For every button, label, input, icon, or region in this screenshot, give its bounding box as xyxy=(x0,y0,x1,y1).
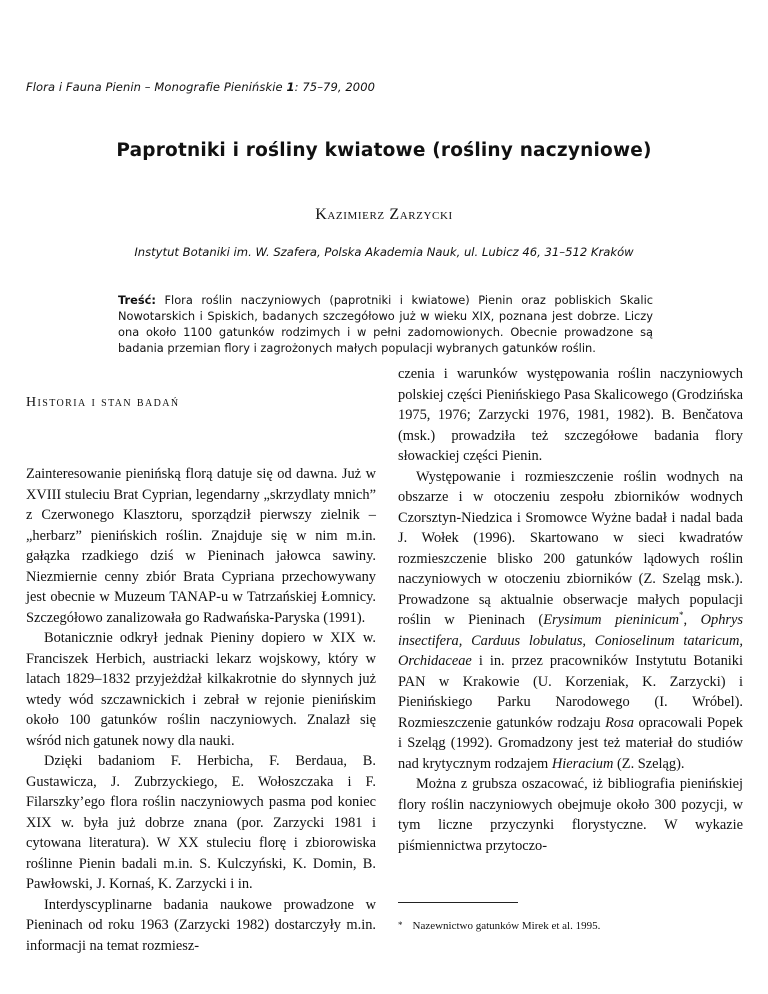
left-column xyxy=(26,464,376,956)
footnote-ref: * xyxy=(679,610,684,621)
paragraph: Zainteresowanie pienińską florą datuje się od dawna. Już w XVIII stuleciu Brat Cyprian, legendarny „skrzydlaty mnich” z Czerwonego Klasztoru, sporządził pierwszy zielnik – „herbarz” pienińskich roślin. Znajduje się w nim m.in. gałązka rzadkiego dziś w Pieninach jałowca sawiny. Niezmiernie cenny zbiór Brata Cypriana przechowywany jest obecnie w Muzeum TANAP-u w Tatrzańskiej Łomnicy. Szczegółowo zanalizowała go Radwańska-Paryska (1991). xyxy=(26,466,376,626)
genus-name: Rosa xyxy=(605,714,634,731)
text-run: (Z. Szeląg). xyxy=(613,755,685,772)
paragraph: Można z grubsza oszacować, iż bibliografia pienińskiej flory roślin naczyniowych obejmuje około 300 pozycji, w tym liczne przyczynki florystyczne. W wykazie piśmiennictwa przytoczo- xyxy=(398,776,743,854)
article-author: Kazimierz Zarzycki xyxy=(315,206,453,223)
text-run: Występowanie i rozmieszczenie roślin wodnych na obszarze i w otoczeniu zespołu zbiorników wodnych Czorsztyn-Niedzica i Sromowce Wyżne badał i nadal bada J. Wołek (1996). Skartowano w sieci kwadratów rozmieszczenie blisko 200 gatunków lądowych roślin naczyniowych w otoczeniu zbiorników (Z. Szeląg msk.). Prowadzone są aktualnie obserwacje małych populacji roślin w Pieninach ( xyxy=(398,468,743,628)
footnote-mark: * xyxy=(398,920,403,930)
paragraph: czenia i warunków występowania roślin naczyniowych polskiej części Pienińskiego Pasa Skalicowego (Grodzińska 1975, 1976; Zarzycki 1976, 1981, 1982). B. Benčatova (msk.) prowadziła też szczegółowe badania flory słowackiej części Pienin. xyxy=(398,366,743,464)
abstract-text: Flora roślin naczyniowych (paprotniki i kwiatowe) Pienin oraz pobliskich Skalic Nowotarskich i Spiskich, badanych szczegółowo już w wieku XIX, poznana jest dobrze. Liczy ona około 1100 gatunków rodzimych i w pełni zadomowionych. Obecnie prowadzone są badania przemian flory i zagrożonych małych populacji wybranych gatunków roślin. xyxy=(118,293,653,355)
author-affiliation: Instytut Botaniki im. W. Szafera, Polska Akademia Nauk, ul. Lubicz 46, 31–512 Kraków xyxy=(134,245,634,259)
journal-name: Flora i Fauna Pienin – Monografie Pienińskie xyxy=(26,80,283,94)
right-column xyxy=(398,364,743,856)
species-name: Ophrys insectifera, Carduus lobulatus, Conioselinum tataricum, Orchidaceae xyxy=(398,612,744,669)
journal-volume: 1 xyxy=(286,80,295,94)
footnote-text: Nazewnictwo gatunków Mirek et al. 1995. xyxy=(412,920,601,932)
section-heading: Historia i stan badań xyxy=(26,395,180,410)
paragraph: Dzięki badaniom F. Herbicha, F. Berdaua, B. Gustawicza, J. Zubrzyckiego, E. Wołoszczaka i F. Filarszky’ego flora roślin naczyniowych pasma pod koniec XIX w. była już dobrze znana (por. Zarzycki 1981 i cytowana literatura). W XX stuleciu florę i zbiorowiska roślinne Pienin badali m.in. S. Kulczyński, K. Domin, B. Pawłowski, J. Kornaś, K. Zarzycki i in. xyxy=(26,753,376,892)
text-run: , xyxy=(683,612,701,628)
text-run: opracowali Popek i Szeląg (1992). Gromadzony jest też materiał do studiów nad krytycznym rodzajem xyxy=(398,714,743,772)
paragraph: Interdyscyplinarne badania naukowe prowadzone w Pieninach od roku 1963 (Zarzycki 1982) dostarczyły m.in. informacji na temat rozmiesz- xyxy=(26,896,376,954)
paragraph xyxy=(398,467,743,775)
footnote-divider xyxy=(398,902,518,903)
paragraph: Botanicznie odkrył jednak Pieniny dopiero w XIX w. Franciszek Herbich, austriacki lekarz wojskowy, który w latach 1829–1832 przyjeżdżał kilkakrotnie do słynnych już wtedy wód szczawnickich i zebrał w rejonie pienińskim około 100 gatunków roślin naczyniowych. Znalazł się wśród nich gatunek nowy dla nauki. xyxy=(26,630,376,749)
species-name: Erysimum pieninicum xyxy=(543,612,680,628)
footnote xyxy=(398,920,743,932)
journal-header xyxy=(26,80,746,94)
abstract xyxy=(118,292,653,356)
article-title: Paprotniki i rośliny kwiatowe (rośliny naczyniowe) xyxy=(116,140,652,161)
journal-pages: : 75–79, 2000 xyxy=(294,80,376,94)
genus-name: Hieracium xyxy=(551,755,614,772)
abstract-label: Treść: xyxy=(118,293,156,307)
text-run: i in. przez pracowników Instytutu Botaniki PAN w Krakowie (U. Korzeniak, K. Zarzycki) i Pienińskiego Parku Narodowego (I. Wróbel). Rozmieszczenie gatunków rodzaju xyxy=(398,653,743,731)
